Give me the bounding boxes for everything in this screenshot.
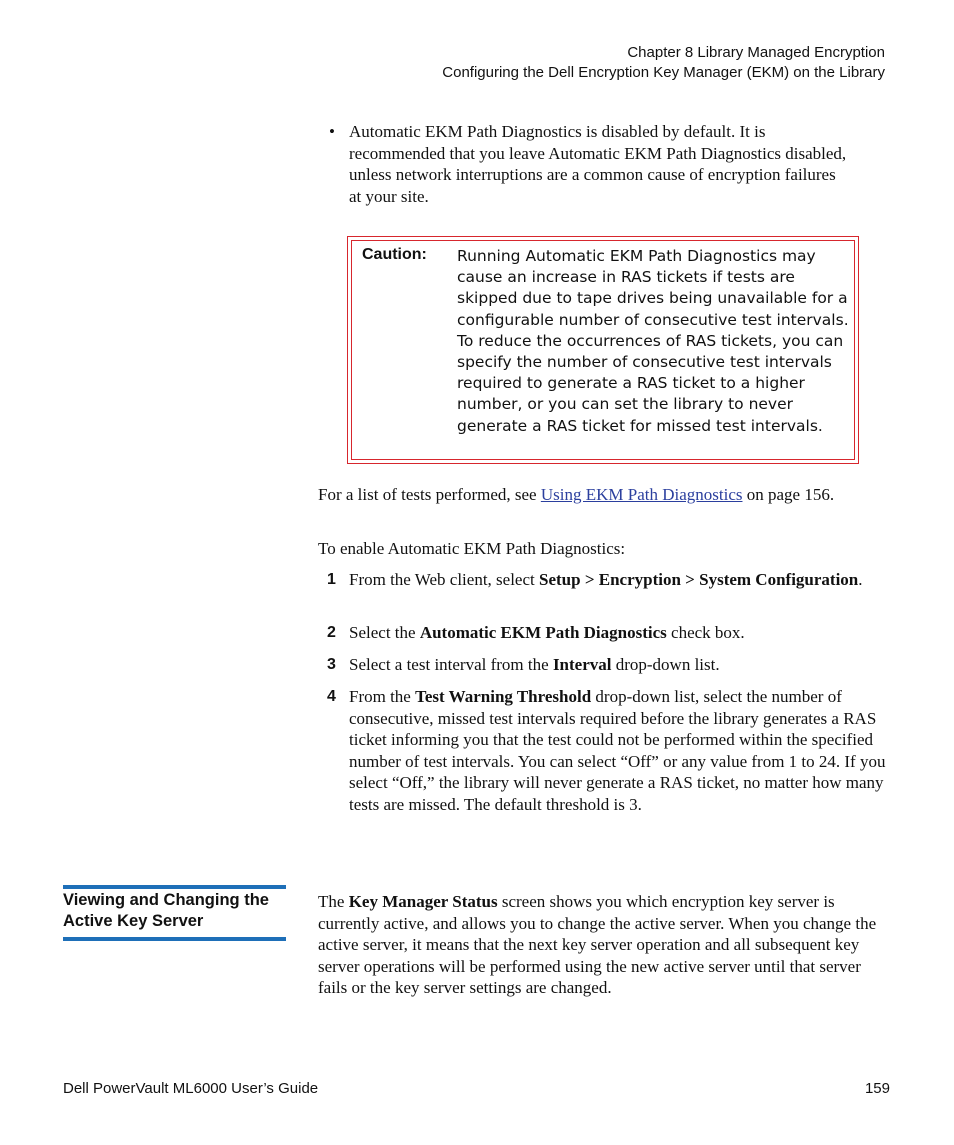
step-text: drop-down list, select the number of consecutive, missed test intervals required before the library generates a RAS ticket informing you that the test could not be performed within the specified number of test intervals. You can select “Off” or any value from 1 to 24. If you select “Off,” the library will never generate a RAS ticket, no matter how many tests are missed. The default threshold is 3.: [349, 687, 886, 814]
step-number: 2: [327, 624, 336, 641]
running-header: [442, 43, 885, 83]
step-number: 1: [327, 571, 336, 588]
caution-text: Running Automatic EKM Path Diagnostics may cause an increase in RAS tickets if tests are skipped due to tape drives being unavailable for a configurable number of consecutive test intervals. To reduce the occurrences of RAS tickets, you can specify the number of consecutive test intervals required to generate a RAS ticket to a higher number, or you can set the library to never generate a RAS ticket for missed test intervals.: [457, 247, 849, 435]
step-text: check box.: [666, 623, 745, 642]
caution-label: Caution:: [362, 246, 427, 263]
bullet-icon: •: [329, 122, 335, 141]
tests-paragraph: [318, 484, 888, 506]
page-number: 159: [864, 1080, 890, 1097]
step-1: [318, 569, 888, 591]
ekm-diagnostics-link[interactable]: Using EKM Path Diagnostics: [540, 485, 743, 504]
step-text: .: [858, 570, 863, 589]
step-text: From the: [349, 687, 416, 706]
caution-inner-border: [351, 240, 855, 460]
step-number: 3: [327, 656, 336, 673]
step-text: Select the: [349, 623, 420, 642]
heading-rule-bottom: [63, 937, 286, 941]
heading-rule-top: [63, 885, 286, 889]
step-text: Select a test interval from the: [349, 655, 553, 674]
step-ui-path: Automatic EKM Path Diagnostics: [419, 623, 667, 642]
section-paragraph: [318, 891, 888, 999]
section-subtitle: Configuring the Dell Encryption Key Manager (EKM) on the Library: [442, 64, 885, 81]
enable-intro: To enable Automatic EKM Path Diagnostics:: [318, 539, 626, 558]
tests-text-after: on page 156.: [742, 485, 835, 504]
key-manager-status-term: Key Manager Status: [348, 892, 498, 911]
section-text-after: screen shows you which encryption key server is currently active, and allows you to change the active server. When you change the active server, it means that the next key server operation and all subsequent key server operations will be performed using the new active server until that server fails or the key server settings are changed.: [318, 892, 877, 997]
step-3: [318, 654, 888, 676]
step-text: drop-down list.: [611, 655, 720, 674]
step-ui-path: Interval: [552, 655, 612, 674]
step-ui-path: Setup > Encryption > System Configuration: [539, 570, 859, 589]
step-2: [318, 622, 888, 644]
chapter-title: Chapter 8 Library Managed Encryption: [627, 44, 885, 61]
section-heading: Viewing and Changing the Active Key Server: [63, 891, 269, 930]
step-ui-path: Test Warning Threshold: [415, 687, 592, 706]
step-text: From the Web client, select: [349, 570, 539, 589]
step-number: 4: [327, 688, 336, 705]
footer-title: Dell PowerVault ML6000 User’s Guide: [63, 1080, 319, 1097]
bullet-item: [329, 121, 849, 207]
section-text-before: The: [318, 892, 349, 911]
step-4: [318, 686, 888, 815]
bullet-text: Automatic EKM Path Diagnostics is disabled by default. It is recommended that you leave Automatic EKM Path Diagnostics disabled, unless network interruptions are a common cause of encryption failures at your site.: [349, 122, 847, 206]
caution-box: [347, 236, 859, 464]
tests-text-before: For a list of tests performed, see: [318, 485, 541, 504]
